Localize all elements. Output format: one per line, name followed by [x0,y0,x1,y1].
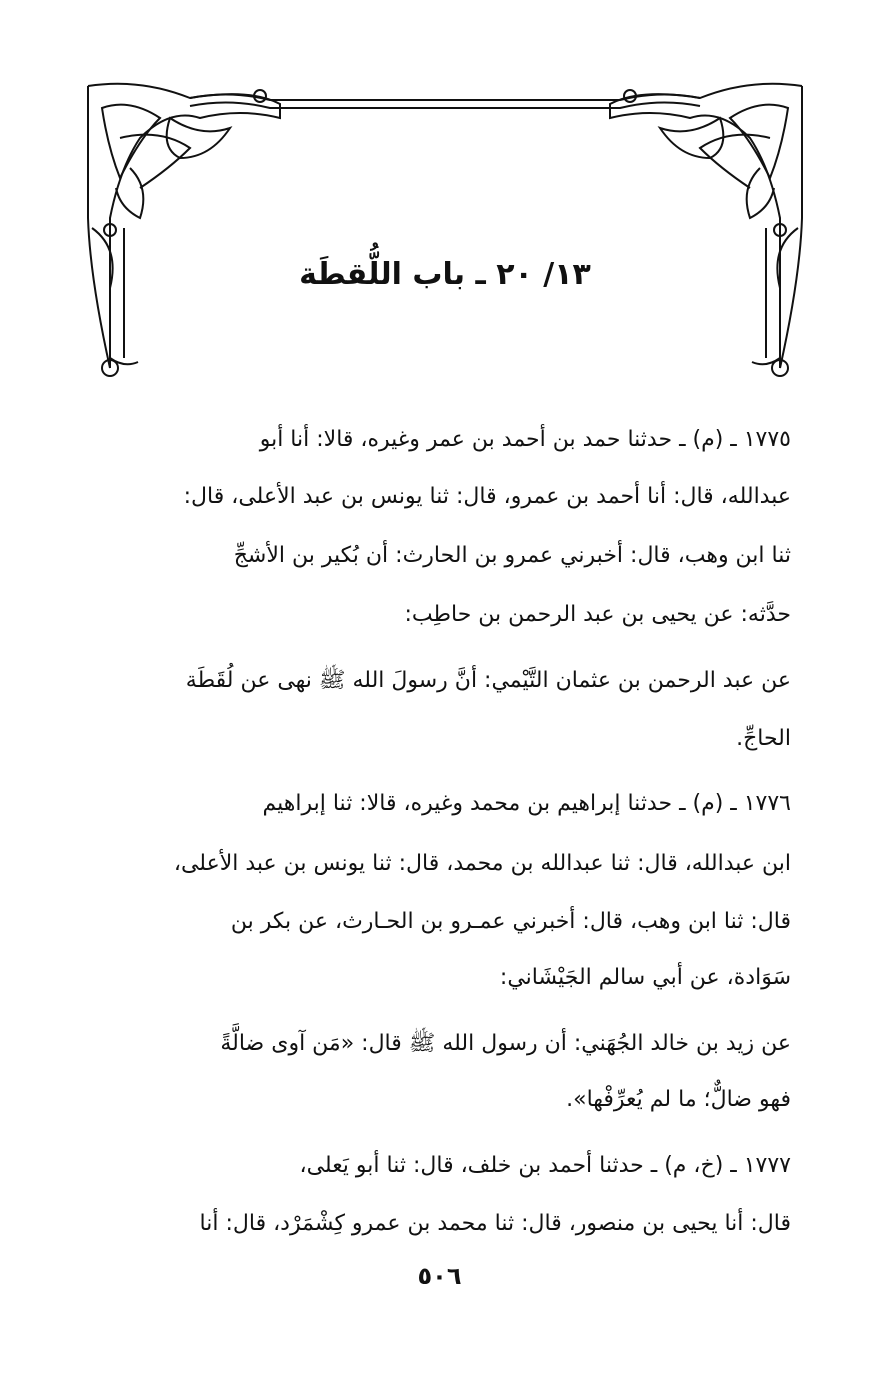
text-line: الحاجِّ. [736,726,791,751]
text-line: فهو ضالٌّ؛ ما لم يُعرِّفْها». [566,1087,791,1112]
ornamental-header-frame [80,78,810,388]
chapter-title: ١٣/ ٢٠ ـ باب اللُّقطَة [299,257,591,292]
text-line: عن زيد بن خالد الجُهَني: أن رسول الله ﷺ قال: «مَن آوى ضالَّةً [220,1031,791,1056]
page-number: ٥٠٦ [417,1262,462,1290]
text-line: ابن عبدالله، قال: ثنا عبدالله بن محمد، قال: ثنا يونس بن عبد الأعلى، [173,851,791,876]
text-line: قال: ثنا ابن وهب، قال: أخبرني عمـرو بن الحـارث، عن بكر بن [230,909,791,934]
text-line: ١٧٧٦ ـ (م) ـ حدثنا إبراهيم بن محمد وغيره، قالا: ثنا إبراهيم [262,791,791,816]
text-line: سَوَادة، عن أبي سالم الجَيْشَاني: [499,965,791,990]
text-line: عبدالله، قال: أنا أحمد بن عمرو، قال: ثنا يونس بن عبد الأعلى، قال: [183,484,791,509]
text-line: حدَّثه: عن يحيى بن عبد الرحمن بن حاطِب: [404,602,791,627]
text-line: ١٧٧٥ ـ (م) ـ حدثنا حمد بن أحمد بن عمر وغيره، قالا: أنا أبو [259,427,791,452]
text-line: ١٧٧٧ ـ (خ، م) ـ حدثنا أحمد بن خلف، قال: ثنا أبو يَعلى، [299,1153,791,1178]
text-line: عن عبد الرحمن بن عثمان التَّيْمي: أنَّ رسولَ الله ﷺ نهى عن لُقَطَة [185,668,791,693]
text-line: قال: أنا يحيى بن منصور، قال: ثنا محمد بن عمرو كِشْمَرْد، قال: أنا [199,1211,791,1236]
text-line: ثنا ابن وهب، قال: أخبرني عمرو بن الحارث: أن بُكير بن الأشجِّ [233,543,791,568]
